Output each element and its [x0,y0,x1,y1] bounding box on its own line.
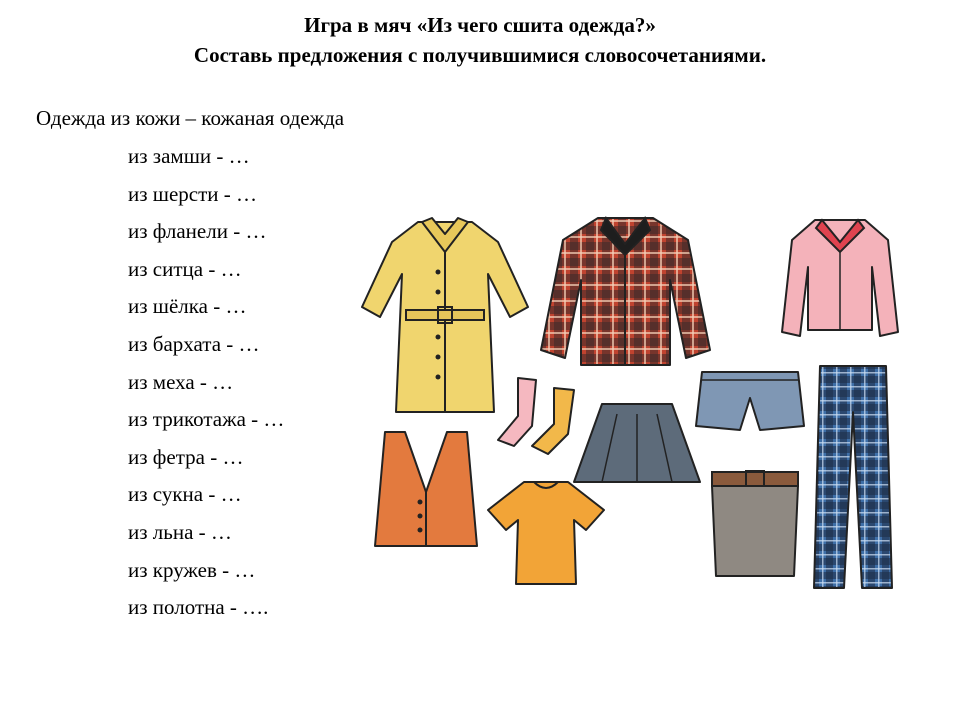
orange-tshirt-icon [486,478,606,588]
list-item: из ситца - … [128,256,242,281]
plaid-trousers-icon [812,362,894,592]
list-item: из кружев - … [128,557,256,582]
title-line-2: Составь предложения с получившимися словосочетаниями. [193,43,767,67]
denim-shorts-icon [694,368,806,434]
gray-skirt-icon [572,400,702,490]
list-item: из фланели - … [128,219,267,244]
list-item: из сукна - … [128,482,242,507]
list-item: из шерсти - … [128,181,258,206]
brown-skirt-icon [708,468,802,580]
list-item: из шёлка - … [128,294,247,319]
list-item: из полотна - …. [128,595,269,620]
title-line-1: Игра в мяч «Из чего сшита одежда?» [304,13,656,37]
lead-sentence: Одежда из кожи – кожаная одежда [36,106,345,130]
list-item: из льна - … [128,519,232,544]
page-title [0,10,960,70]
list-item: из фетра - … [128,444,244,469]
list-item: из меха - … [128,369,234,394]
list-item: из бархата - … [128,331,260,356]
pink-blouse-icon [780,212,900,342]
orange-vest-icon [365,428,487,550]
phrase-list [128,142,284,631]
list-item: из трикотажа - … [128,407,285,432]
plaid-shirt-icon [538,210,713,370]
list-item: из замши - … [128,144,250,168]
